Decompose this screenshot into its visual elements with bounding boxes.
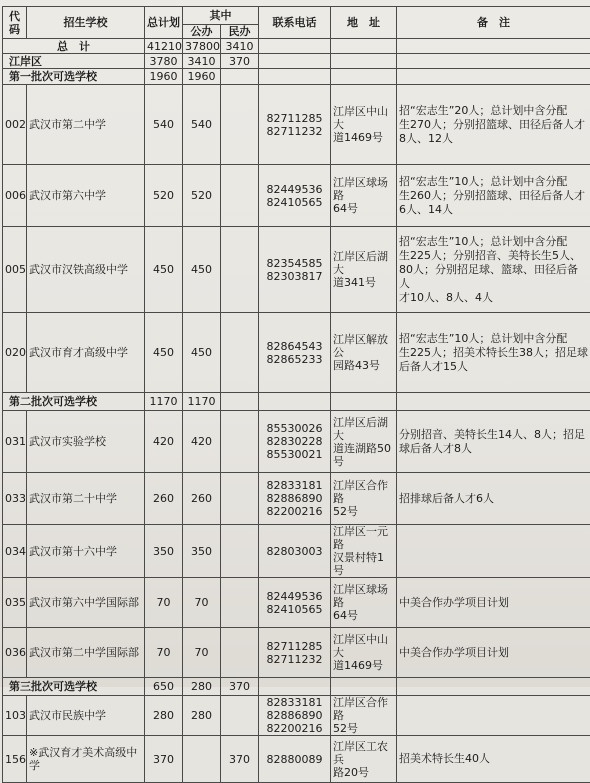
phone-line: 82449536 bbox=[261, 590, 328, 603]
school-name: 武汉市育才高级中学 bbox=[27, 313, 145, 393]
school-phone bbox=[259, 628, 331, 678]
school-notes bbox=[397, 696, 590, 736]
address-line: 道1469号 bbox=[333, 659, 394, 672]
school-private bbox=[221, 411, 259, 473]
empty-cell bbox=[259, 54, 331, 69]
school-row bbox=[3, 473, 590, 525]
school-row bbox=[3, 628, 590, 678]
school-notes bbox=[397, 165, 590, 227]
school-row bbox=[3, 736, 590, 783]
note-line: 招“宏志生”20人；总计划中含分配 bbox=[399, 104, 588, 118]
school-public: 420 bbox=[183, 411, 221, 473]
school-row bbox=[3, 85, 590, 165]
phone-line: 82711232 bbox=[261, 125, 328, 138]
school-address bbox=[331, 578, 397, 628]
batch-label: 第二批次可选学校 bbox=[3, 393, 145, 411]
school-address bbox=[331, 227, 397, 313]
note-line: 球后备人才8人 bbox=[399, 442, 588, 456]
note-line: 8人、12人 bbox=[399, 132, 588, 146]
school-public: 520 bbox=[183, 165, 221, 227]
school-phone bbox=[259, 578, 331, 628]
totals-label: 总 计 bbox=[3, 39, 145, 54]
phone-line: 82711232 bbox=[261, 653, 328, 666]
school-name: 武汉市第二十中学 bbox=[27, 473, 145, 525]
empty-cell bbox=[259, 69, 331, 85]
school-name: 武汉市实验学校 bbox=[27, 411, 145, 473]
school-phone bbox=[259, 165, 331, 227]
address-line: 汉景村特1号 bbox=[333, 551, 394, 577]
address-line: 江岸区合作路 bbox=[333, 696, 394, 722]
address-line: 江岸区一元路 bbox=[333, 525, 394, 551]
school-phone bbox=[259, 411, 331, 473]
school-code: 035 bbox=[3, 578, 27, 628]
empty-cell bbox=[331, 54, 397, 69]
phone-line: 82886890 bbox=[261, 709, 328, 722]
batch-total: 650 bbox=[145, 678, 183, 696]
phone-line: 85530021 bbox=[261, 448, 328, 461]
batch-row bbox=[3, 393, 590, 411]
address-line: 江岸区工农兵 bbox=[333, 740, 394, 766]
phone-line: 82200216 bbox=[261, 505, 328, 518]
school-code: 036 bbox=[3, 628, 27, 678]
school-total: 260 bbox=[145, 473, 183, 525]
address-line: 道连湖路50号 bbox=[333, 442, 394, 468]
school-address bbox=[331, 628, 397, 678]
note-line: 生270人；分别招篮球、田径后备人才 bbox=[399, 118, 588, 132]
district-total: 3780 bbox=[145, 54, 183, 69]
school-phone bbox=[259, 313, 331, 393]
phone-line: 82833181 bbox=[261, 696, 328, 709]
batch-public: 280 bbox=[183, 678, 221, 696]
school-private bbox=[221, 227, 259, 313]
school-code: 034 bbox=[3, 525, 27, 578]
school-total: 450 bbox=[145, 313, 183, 393]
address-line: 江岸区后湖大 bbox=[333, 416, 394, 442]
totals-total: 41210 bbox=[145, 39, 183, 54]
header-code: 代码 bbox=[3, 7, 27, 39]
header-phone: 联系电话 bbox=[259, 7, 331, 39]
school-private: 370 bbox=[221, 736, 259, 783]
district-public: 3410 bbox=[183, 54, 221, 69]
school-name: 武汉市第十六中学 bbox=[27, 525, 145, 578]
address-line: 江岸区中山大 bbox=[333, 105, 394, 131]
school-private bbox=[221, 525, 259, 578]
school-phone bbox=[259, 525, 331, 578]
phone-line: 82354585 bbox=[261, 257, 328, 270]
batch-label: 第三批次可选学校 bbox=[3, 678, 145, 696]
school-row bbox=[3, 696, 590, 736]
school-public: 450 bbox=[183, 313, 221, 393]
address-line: 江岸区解放公 bbox=[333, 333, 394, 359]
school-code: 033 bbox=[3, 473, 27, 525]
school-private bbox=[221, 85, 259, 165]
phone-line: 82200216 bbox=[261, 722, 328, 735]
school-total: 540 bbox=[145, 85, 183, 165]
school-private bbox=[221, 578, 259, 628]
phone-line: 82833181 bbox=[261, 479, 328, 492]
header-total-plan: 总计划 bbox=[145, 7, 183, 39]
phone-line: 82711285 bbox=[261, 112, 328, 125]
school-total: 280 bbox=[145, 696, 183, 736]
note-line: 生225人；招美术特长生38人；招足球 bbox=[399, 346, 588, 360]
phone-line: 82830228 bbox=[261, 435, 328, 448]
empty-cell bbox=[259, 39, 331, 54]
batch-private: 370 bbox=[221, 678, 259, 696]
note-line: 招“宏志生”10人；总计划中含分配 bbox=[399, 175, 588, 189]
empty-cell bbox=[221, 69, 259, 85]
school-public: 450 bbox=[183, 227, 221, 313]
school-public: 260 bbox=[183, 473, 221, 525]
note-line: 分别招音、美特长生14人、8人；招足 bbox=[399, 428, 588, 442]
district-row bbox=[3, 54, 590, 69]
address-line: 64号 bbox=[333, 202, 394, 215]
note-line: 招“宏志生”10人；总计划中含分配 bbox=[399, 235, 588, 249]
empty-cell bbox=[331, 393, 397, 411]
school-address bbox=[331, 165, 397, 227]
note-line: 后备人才15人 bbox=[399, 360, 588, 374]
district-name: 江岸区 bbox=[3, 54, 145, 69]
note-line: 招“宏志生”10人；总计划中含分配 bbox=[399, 332, 588, 346]
school-name: 武汉市第六中学国际部 bbox=[27, 578, 145, 628]
school-row bbox=[3, 411, 590, 473]
school-public: 70 bbox=[183, 628, 221, 678]
totals-row bbox=[3, 39, 590, 54]
empty-cell bbox=[397, 54, 590, 69]
school-address bbox=[331, 85, 397, 165]
school-phone bbox=[259, 696, 331, 736]
address-line: 52号 bbox=[333, 505, 394, 518]
school-row bbox=[3, 227, 590, 313]
school-address bbox=[331, 525, 397, 578]
school-notes bbox=[397, 313, 590, 393]
phone-line: 82303817 bbox=[261, 270, 328, 283]
note-line: 生260人；分别招篮球、田径后备人才 bbox=[399, 189, 588, 203]
batch-label: 第一批次可选学校 bbox=[3, 69, 145, 85]
school-private bbox=[221, 313, 259, 393]
empty-cell bbox=[397, 69, 590, 85]
empty-cell bbox=[397, 39, 590, 54]
school-name: ※武汉育才美术高级中学 bbox=[27, 736, 145, 783]
school-phone bbox=[259, 85, 331, 165]
header-address: 地 址 bbox=[331, 7, 397, 39]
school-code: 156 bbox=[3, 736, 27, 783]
phone-line: 82865233 bbox=[261, 353, 328, 366]
address-line: 江岸区中山大 bbox=[333, 633, 394, 659]
note-line: 才10人、8人、4人 bbox=[399, 291, 588, 305]
school-name: 武汉市第二中学国际部 bbox=[27, 628, 145, 678]
school-code: 103 bbox=[3, 696, 27, 736]
phone-line: 82449536 bbox=[261, 183, 328, 196]
school-code: 002 bbox=[3, 85, 27, 165]
school-phone bbox=[259, 736, 331, 783]
school-private bbox=[221, 696, 259, 736]
note-line: 中美合作办学项目计划 bbox=[399, 646, 588, 660]
phone-line: 82880089 bbox=[261, 753, 328, 766]
address-line: 路20号 bbox=[333, 766, 394, 779]
note-line: 6人、14人 bbox=[399, 203, 588, 217]
address-line: 江岸区后湖大 bbox=[333, 250, 394, 276]
address-line: 道1469号 bbox=[333, 131, 394, 144]
school-notes bbox=[397, 411, 590, 473]
address-line: 52号 bbox=[333, 722, 394, 735]
school-code: 005 bbox=[3, 227, 27, 313]
header-notes: 备 注 bbox=[397, 7, 590, 39]
header-private: 民办 bbox=[221, 25, 259, 39]
batch-public: 1170 bbox=[183, 393, 221, 411]
admissions-table bbox=[2, 6, 590, 783]
empty-cell bbox=[331, 69, 397, 85]
school-public: 350 bbox=[183, 525, 221, 578]
note-line: 80人；分别招足球、篮球、田径后备人 bbox=[399, 263, 588, 291]
school-notes bbox=[397, 578, 590, 628]
address-line: 道341号 bbox=[333, 276, 394, 289]
school-name: 武汉市民族中学 bbox=[27, 696, 145, 736]
school-name: 武汉市汉铁高级中学 bbox=[27, 227, 145, 313]
school-code: 031 bbox=[3, 411, 27, 473]
header-public: 公办 bbox=[183, 25, 221, 39]
header-of-which: 其中 bbox=[183, 7, 259, 25]
school-address bbox=[331, 696, 397, 736]
school-name: 武汉市第六中学 bbox=[27, 165, 145, 227]
school-address bbox=[331, 736, 397, 783]
school-phone bbox=[259, 227, 331, 313]
batch-public: 1960 bbox=[183, 69, 221, 85]
address-line: 江岸区球场路 bbox=[333, 176, 394, 202]
school-total: 70 bbox=[145, 578, 183, 628]
note-line: 生225人；分别招音、美特长生5人、 bbox=[399, 249, 588, 263]
school-private bbox=[221, 473, 259, 525]
address-line: 园路43号 bbox=[333, 359, 394, 372]
batch-total: 1170 bbox=[145, 393, 183, 411]
phone-line: 82803003 bbox=[261, 545, 328, 558]
school-row bbox=[3, 313, 590, 393]
school-total: 450 bbox=[145, 227, 183, 313]
school-total: 350 bbox=[145, 525, 183, 578]
phone-line: 82410565 bbox=[261, 196, 328, 209]
district-private: 370 bbox=[221, 54, 259, 69]
header-row bbox=[3, 7, 590, 25]
school-total: 370 bbox=[145, 736, 183, 783]
phone-line: 82410565 bbox=[261, 603, 328, 616]
empty-cell bbox=[331, 39, 397, 54]
address-line: 江岸区合作路 bbox=[333, 479, 394, 505]
phone-line: 85530026 bbox=[261, 422, 328, 435]
school-notes bbox=[397, 227, 590, 313]
school-total: 70 bbox=[145, 628, 183, 678]
batch-row bbox=[3, 69, 590, 85]
school-public: 540 bbox=[183, 85, 221, 165]
empty-cell bbox=[259, 393, 331, 411]
school-notes bbox=[397, 736, 590, 783]
address-line: 64号 bbox=[333, 609, 394, 622]
school-public: 70 bbox=[183, 578, 221, 628]
school-private bbox=[221, 628, 259, 678]
phone-line: 82864543 bbox=[261, 340, 328, 353]
note-line: 招排球后备人才6人 bbox=[399, 492, 588, 506]
school-address bbox=[331, 473, 397, 525]
header-school: 招生学校 bbox=[27, 7, 145, 39]
note-line: 中美合作办学项目计划 bbox=[399, 596, 588, 610]
batch-total: 1960 bbox=[145, 69, 183, 85]
empty-cell bbox=[397, 393, 590, 411]
note-line: 招美术特长生40人 bbox=[399, 752, 588, 766]
totals-private: 3410 bbox=[221, 39, 259, 54]
school-row bbox=[3, 165, 590, 227]
school-total: 420 bbox=[145, 411, 183, 473]
school-code: 006 bbox=[3, 165, 27, 227]
school-total: 520 bbox=[145, 165, 183, 227]
school-public: 280 bbox=[183, 696, 221, 736]
school-address bbox=[331, 411, 397, 473]
school-public bbox=[183, 736, 221, 783]
phone-line: 82711285 bbox=[261, 640, 328, 653]
batch-private bbox=[221, 393, 259, 411]
school-notes bbox=[397, 628, 590, 678]
school-row bbox=[3, 525, 590, 578]
school-notes bbox=[397, 473, 590, 525]
school-code: 020 bbox=[3, 313, 27, 393]
totals-public: 37800 bbox=[183, 39, 221, 54]
phone-line: 82886890 bbox=[261, 492, 328, 505]
school-private bbox=[221, 165, 259, 227]
school-notes bbox=[397, 85, 590, 165]
address-line: 江岸区球场路 bbox=[333, 583, 394, 609]
school-row bbox=[3, 578, 590, 628]
school-notes bbox=[397, 525, 590, 578]
school-address bbox=[331, 313, 397, 393]
school-phone bbox=[259, 473, 331, 525]
school-name: 武汉市第二中学 bbox=[27, 85, 145, 165]
